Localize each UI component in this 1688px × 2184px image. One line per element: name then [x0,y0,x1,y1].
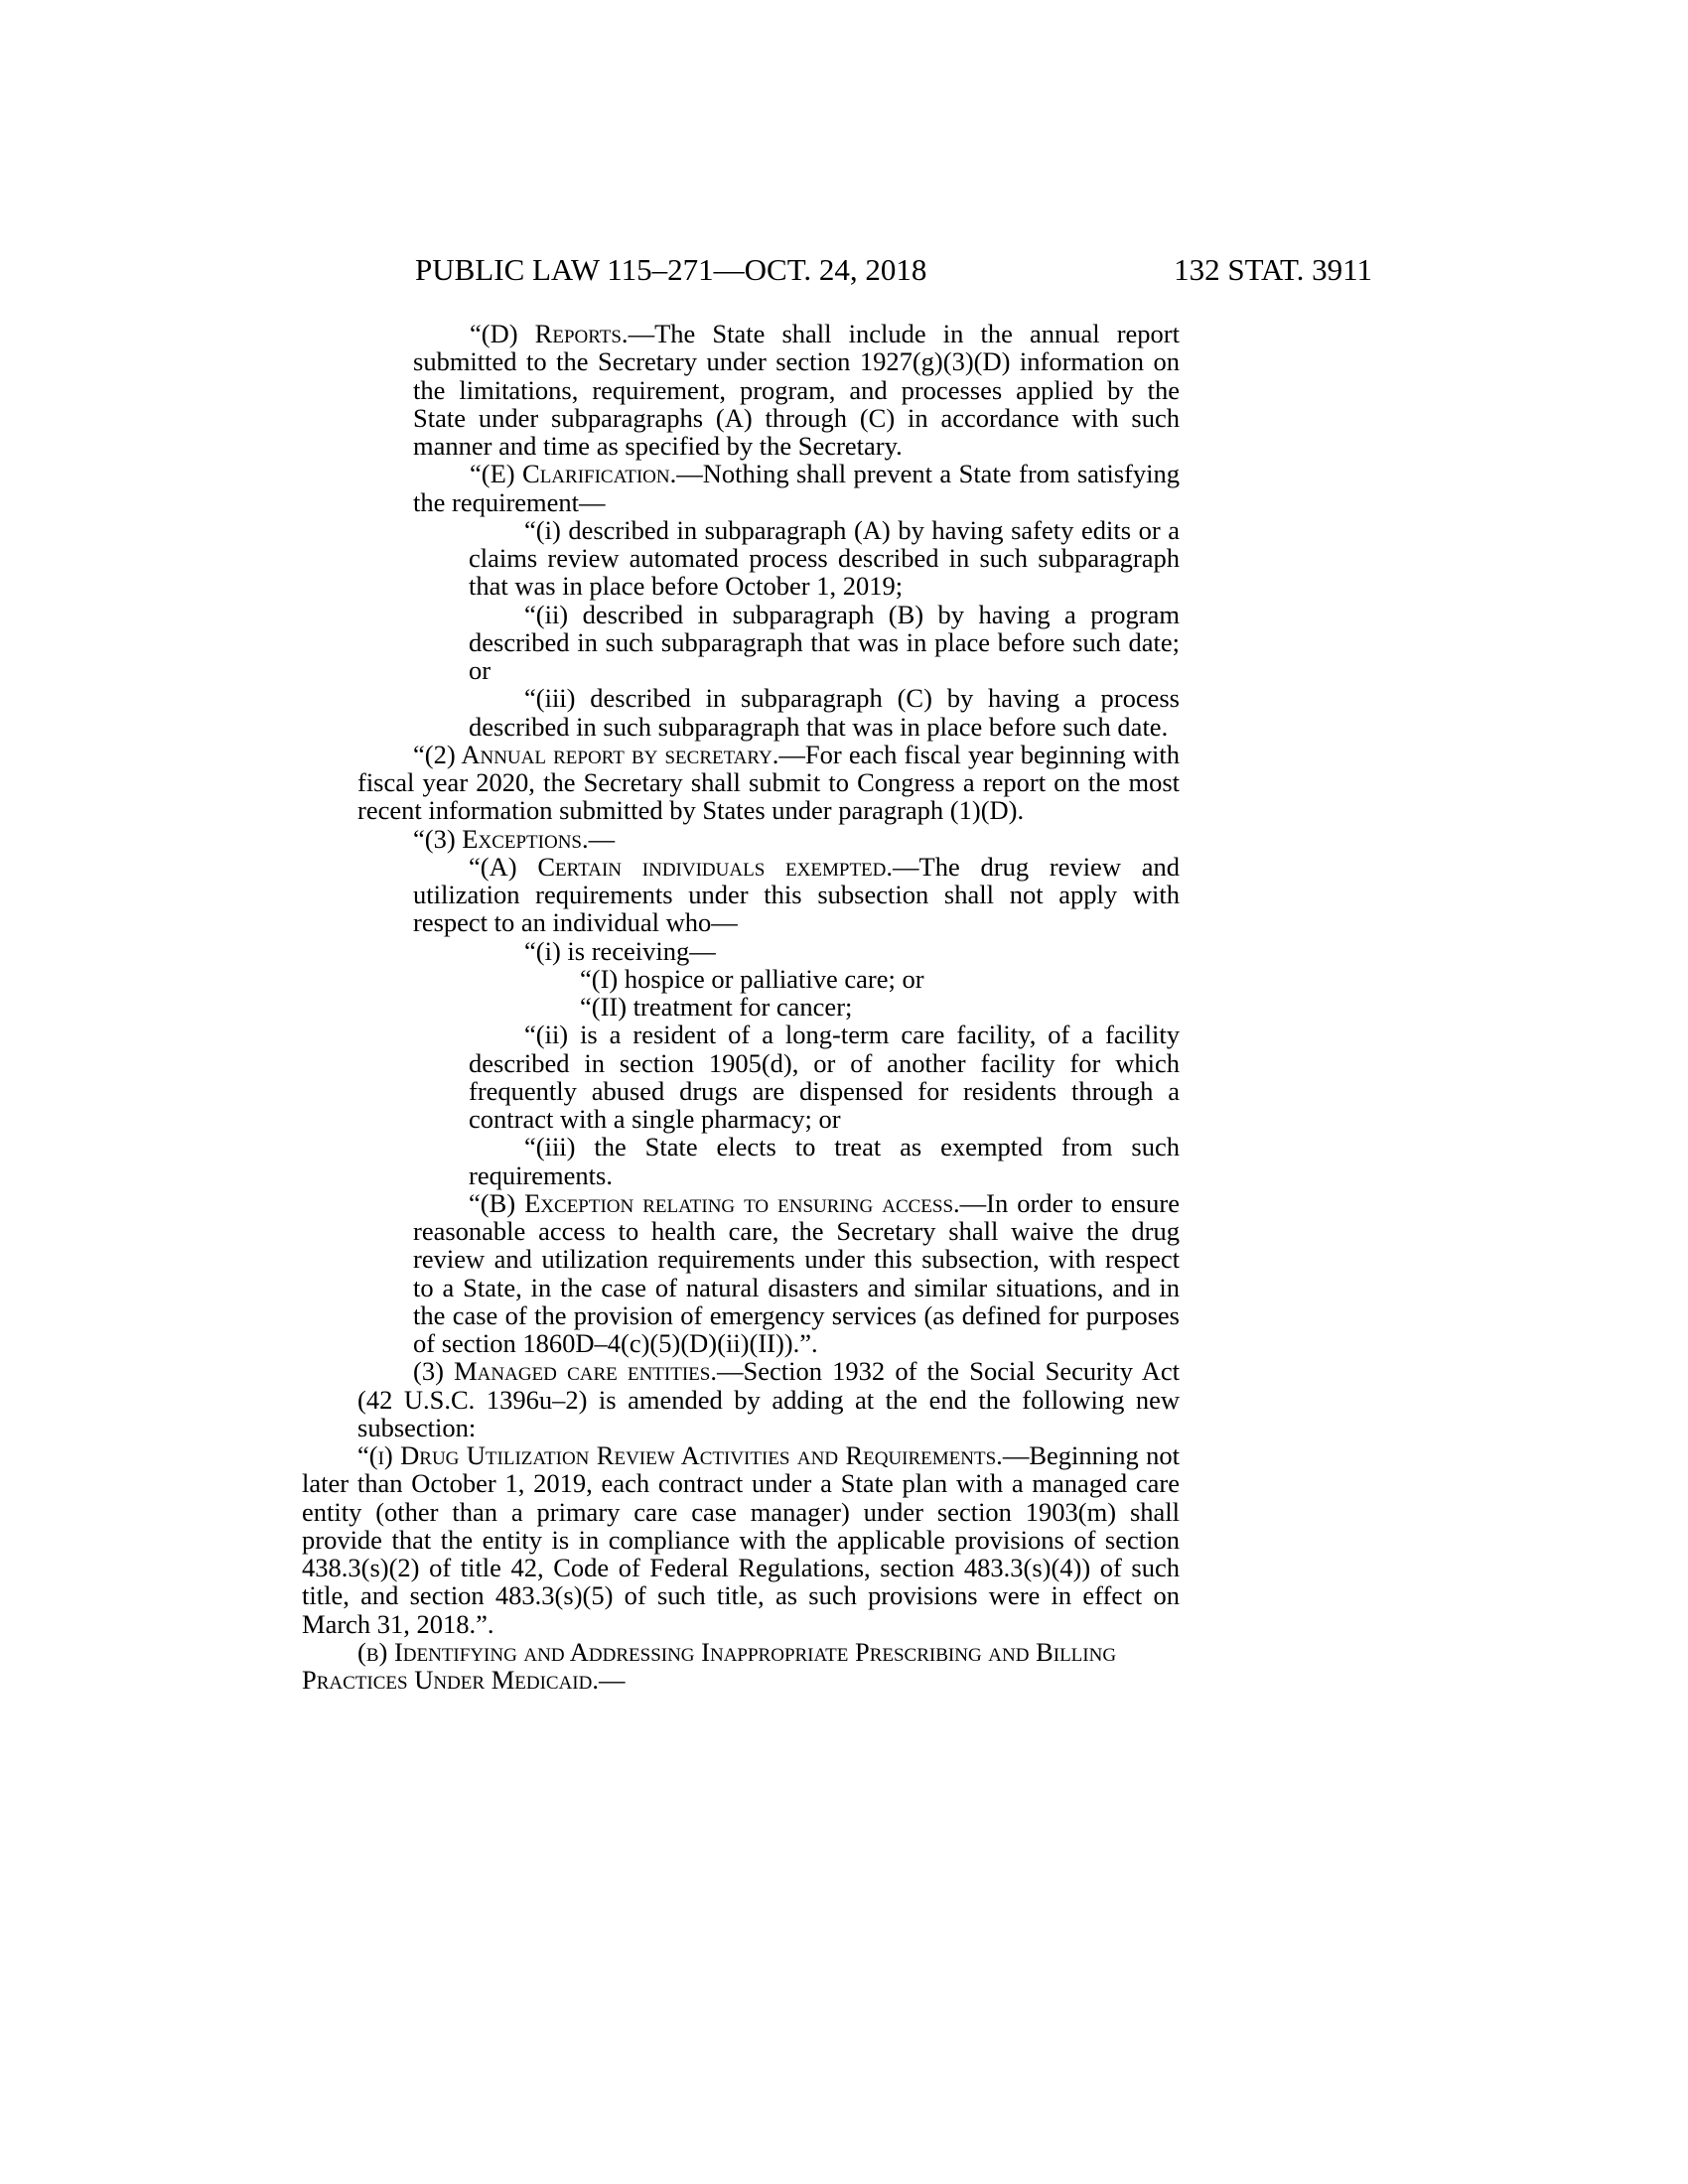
text-a-i-I: “(I) hospice or palliative care; or [580,963,924,994]
text-a-exempted: —The drug review and utilization requirements under this subsection shall not apply with respect to an individual who— [413,851,1181,938]
heading-i-drug-utilization: “(i) Drug Utilization Review Activities and Requirements. [357,1440,1003,1470]
text-3-managed-care: —Section 1932 of the Social Security Act (42 U.S.C. 1396u–2) is amended by adding at the end the following new subsection: [357,1356,1180,1442]
text-e-clarification: —Nothing shall prevent a State from satisfying the requirement— [413,459,1180,517]
heading-d-reports: “(D) Reports. [470,319,629,348]
text-a-i: “(i) is receiving— [524,935,716,966]
clause-e-iii [357,684,1180,741]
statute-body [302,319,1181,1695]
paragraph-d-reports [357,320,1180,460]
text-b-identifying: — [598,1665,626,1695]
subclause-a-i-II [357,993,1180,1021]
heading-b-identifying: (b) Identifying and Addressing Inappropriate Prescribing and Billing Practices Under Medicaid. [302,1636,1117,1695]
clause-e-ii [357,601,1180,685]
text-a-i-II: “(II) treatment for cancer; [580,992,853,1022]
clause-e-i [357,516,1180,601]
paragraph-3-exceptions [357,825,1180,853]
heading-3-managed-care: (3) Managed care entities. [413,1356,717,1387]
clause-a-ii [357,1021,1180,1133]
paragraph-e-clarification [357,460,1180,516]
page-header [415,250,1372,290]
subparagraph-b-access [357,1189,1180,1358]
statute-page-number: 132 STAT. 3911 [1174,252,1372,287]
subsection-i-drug-utilization [302,1441,1180,1638]
text-e-iii: “(iii) described in subparagraph (C) by having a process described in such subparagraph that was in place before such date. [469,683,1180,742]
text-2-annual-report: —For each fiscal year beginning with fiscal year 2020, the Secretary shall submit to Congress a report on the most recent information submitted by States under paragraph (1)(D). [357,739,1181,826]
text-e-i: “(i) described in subparagraph (A) by having safety edits or a claims review automated process described in such subparagraph that was in place before October 1, 2019; [469,514,1180,602]
heading-3-exceptions: “(3) Exceptions. [413,823,589,854]
heading-a-exempted: “(A) Certain individuals exempted. [469,851,894,882]
subclause-a-i-I [357,965,1180,993]
text-i-drug-utilization: —Beginning not later than October 1, 2019, each contract under a State plan with a managed care entity (other than a primary care case manager) under section 1903(m) shall provide that the entity is in compliance with the applicable provisions of section 438.3(s)(2) of title 42, Code of Federal Regulations, section 483.3(s)(4)) of such title, and section 483.3(s)(5) of such title, as such provisions were in effect on March 31, 2018.”. [302,1440,1180,1639]
public-law-citation: PUBLIC LAW 115–271—OCT. 24, 2018 [415,252,927,287]
heading-2-annual-report: “(2) Annual report by secretary. [413,739,779,769]
text-a-iii: “(iii) the State elects to treat as exempted from such requirements. [469,1132,1180,1190]
text-3-exceptions: — [588,823,616,854]
paragraph-3-managed-care [357,1357,1180,1441]
text-e-ii: “(ii) described in subparagraph (B) by having a program described in such subparagraph that was in place before such date; or [469,599,1180,685]
paragraph-2-annual-report [357,741,1180,825]
text-a-ii: “(ii) is a resident of a long-term care facility, of a facility described in section 1905(d), or of another facility for which frequently abused drugs are dispensed for residents through a contract with a single pharmacy; or [469,1020,1180,1134]
clause-a-i [357,937,1180,965]
text-d-reports: —The State shall include in the annual report submitted to the Secretary under section 1927(g)(3)(D) information on the limitations, requirement, program, and processes applied by the State under subparagraphs (A) through (C) in accordance with such manner and time as specified by the Secretary. [413,319,1180,461]
heading-e-clarification: “(E) Clarification. [470,459,677,489]
heading-b-access: “(B) Exception relating to ensuring access. [469,1187,960,1218]
subparagraph-a-exempted [357,853,1180,937]
subsection-b-identifying [302,1638,1180,1695]
text-b-access: —In order to ensure reasonable access to health care, the Secretary shall waive the drug review and utilization requirements under this subsection, with respect to a State, in the case of natural disasters and similar situations, and in the case of the provision of emergency services (as defined for purposes of section 1860D–4(c)(5)(D)(ii)(II)).”. [413,1187,1180,1358]
clause-a-iii [357,1133,1180,1189]
